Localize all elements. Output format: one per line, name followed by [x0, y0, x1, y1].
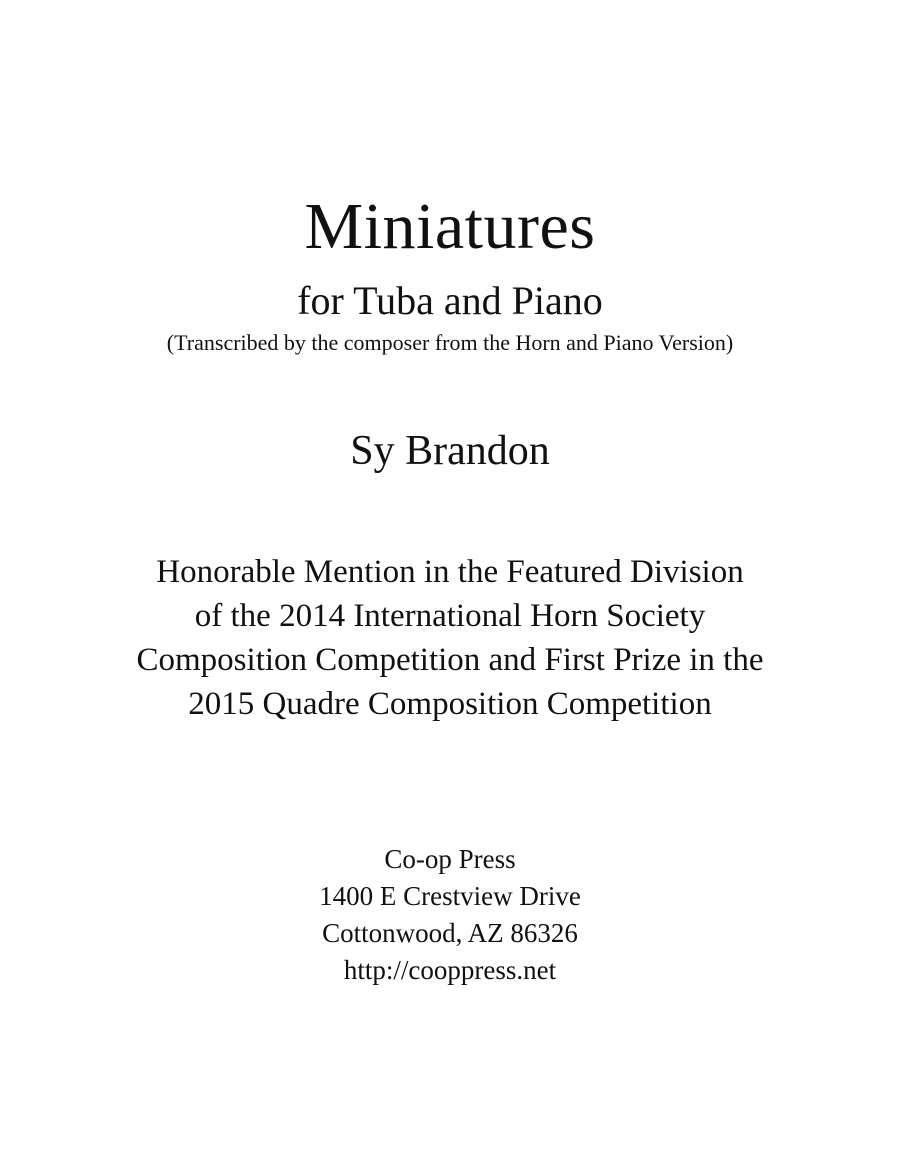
publisher-url: http://cooppress.net [343, 955, 557, 985]
publisher-name: Co-op Press [384, 844, 516, 874]
award-line: of the 2014 International Horn Society [194, 598, 706, 634]
transcription-note: (Transcribed by the composer from the Horn and Piano Version) [166, 330, 734, 355]
publisher-city: Cottonwood, AZ 86326 [322, 918, 578, 948]
award-line: Honorable Mention in the Featured Division [156, 554, 744, 590]
work-title: Miniatures [304, 190, 596, 263]
award-line: 2015 Quadre Composition Competition [188, 686, 712, 722]
publisher-street: 1400 E Crestview Drive [319, 881, 581, 911]
composer-name: Sy Brandon [350, 428, 550, 474]
work-subtitle: for Tuba and Piano [297, 278, 603, 323]
award-line: Composition Competition and First Prize in the [136, 642, 764, 678]
